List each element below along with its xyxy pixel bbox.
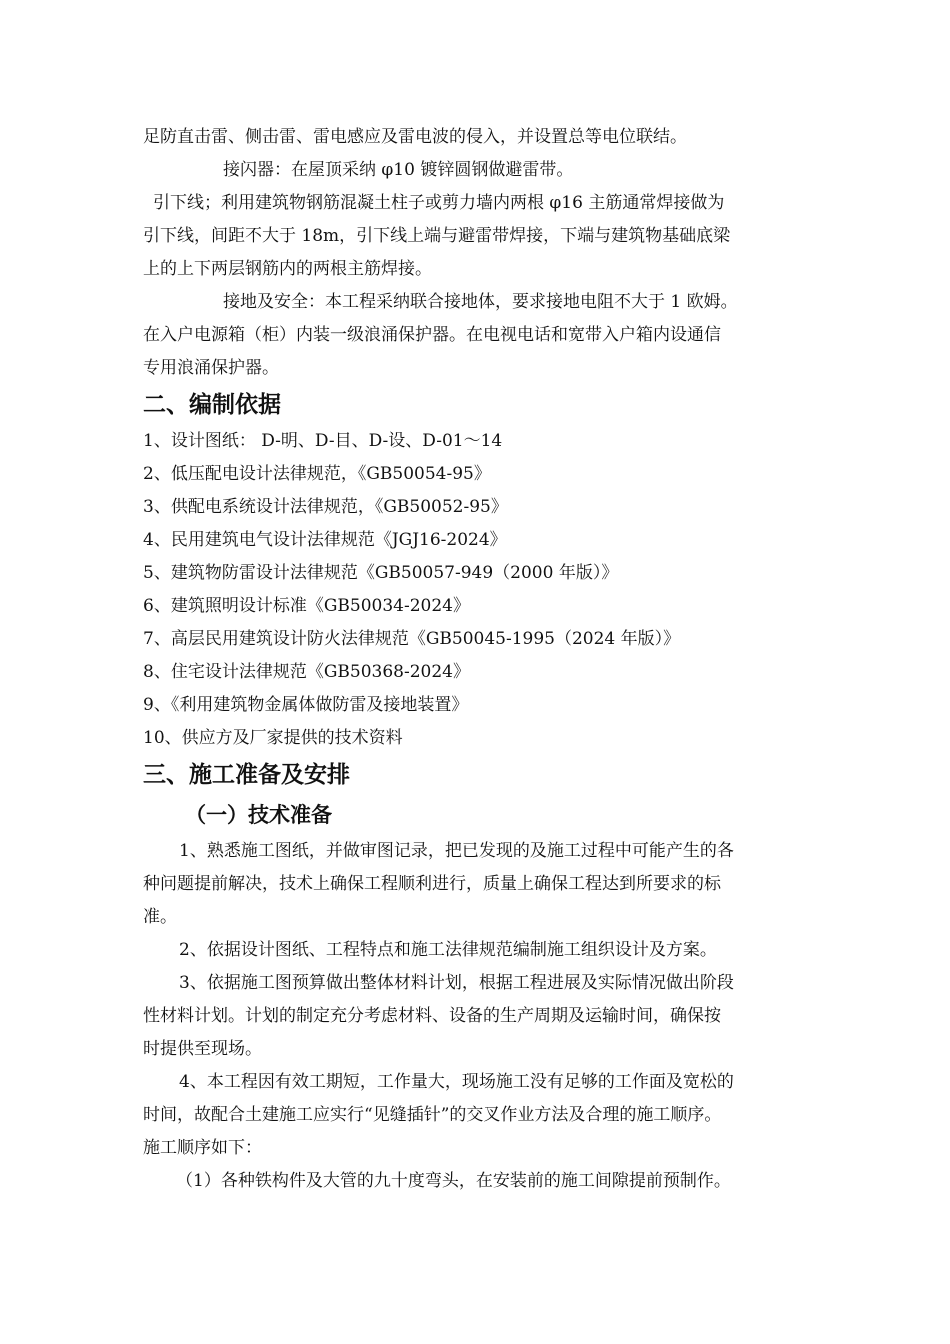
intro-paragraph-air-terminal: [143, 154, 950, 187]
list-item: 3、供配电系统设计法律规范，《GB50052-95》: [143, 497, 508, 517]
subsection-heading-technical: （一）技术准备: [185, 803, 332, 827]
basis-list: [143, 425, 950, 755]
section-heading-basis: 二、编制依据: [143, 392, 281, 418]
text-line: 引下线；利用建筑物钢筋混凝土柱子或剪力墙内两根 φ16 主筋通常焊接做为: [153, 193, 725, 213]
intro-paragraph-1: [143, 121, 950, 154]
text-line: 2、依据设计图纸、工程特点和施工法律规范编制施工组织设计及方案。: [179, 940, 717, 960]
text-line: 性材料计划。计划的制定充分考虑材料、设备的生产周期及运输时间，确保按: [143, 1006, 721, 1026]
prep-step-1: [143, 1165, 950, 1198]
list-item: 8、住宅设计法律规范《GB50368-2024》: [143, 662, 470, 682]
text-line: 种问题提前解决，技术上确保工程顺利进行，质量上确保工程达到所要求的标: [143, 874, 721, 894]
intro-paragraph-grounding: [143, 286, 950, 385]
text-line: 4、本工程因有效工期短，工作量大，现场施工没有足够的工作面及宽松的: [179, 1072, 734, 1092]
text-line: 接地及安全：本工程采纳联合接地体，要求接地电阻不大于 1 欧姆。: [223, 292, 738, 312]
list-item: 4、民用建筑电气设计法律规范《JGJ16-2024》: [143, 530, 507, 550]
section-heading-preparation: 三、施工准备及安排: [143, 762, 350, 788]
text-line: 上的上下两层钢筋内的两根主筋焊接。: [143, 259, 432, 279]
text-line: 时间，故配合土建施工应实行“见缝插针”的交叉作业方法及合理的施工顺序。: [143, 1105, 722, 1125]
list-item: 6、建筑照明设计标准《GB50034-2024》: [143, 596, 470, 616]
list-item: 10、供应方及厂家提供的技术资料: [143, 728, 403, 748]
list-item: 2、低压配电设计法律规范，《GB50054-95》: [143, 464, 491, 484]
prep-paragraph-3: [143, 967, 950, 1066]
text-line: 在入户电源箱（柜）内装一级浪涌保护器。在电视电话和宽带入户箱内设通信: [143, 325, 721, 345]
prep-paragraph-2: [143, 934, 950, 967]
prep-paragraph-1: [143, 835, 950, 934]
text-line: 接闪器：在屋顶采纳 φ10 镀锌圆钢做避雷带。: [223, 160, 574, 180]
text-line: 时提供至现场。: [143, 1039, 262, 1059]
text-line: 足防直击雷、侧击雷、雷电感应及雷电波的侵入，并设置总等电位联结。: [143, 127, 687, 147]
text-line: 准。: [143, 907, 177, 927]
text-line: 施工顺序如下：: [143, 1138, 262, 1158]
list-item: 7、高层民用建筑设计防火法律规范《GB50045-1995（2024 年版）》: [143, 629, 681, 649]
prep-paragraph-4: [143, 1066, 950, 1165]
intro-paragraph-down-conductor: [143, 187, 950, 286]
text-line: 引下线，间距不大于 18m，引下线上端与避雷带焊接，下端与建筑物基础底梁: [143, 226, 731, 246]
list-item: 5、建筑物防雷设计法律规范《GB50057-949（2000 年版）》: [143, 563, 619, 583]
text-line: （1）各种铁构件及大管的九十度弯头，在安装前的施工间隙提前预制作。: [176, 1171, 731, 1191]
list-item: 9、《利用建筑物金属体做防雷及接地装置》: [143, 695, 469, 715]
text-line: 1、熟悉施工图纸，并做审图记录，把已发现的及施工过程中可能产生的各: [179, 841, 734, 861]
text-line: 3、依据施工图预算做出整体材料计划，根据工程进展及实际情况做出阶段: [179, 973, 734, 993]
text-line: 专用浪涌保护器。: [143, 358, 279, 378]
list-item: 1、设计图纸： D-明、D-目、D-设、D-01～14: [143, 431, 503, 451]
